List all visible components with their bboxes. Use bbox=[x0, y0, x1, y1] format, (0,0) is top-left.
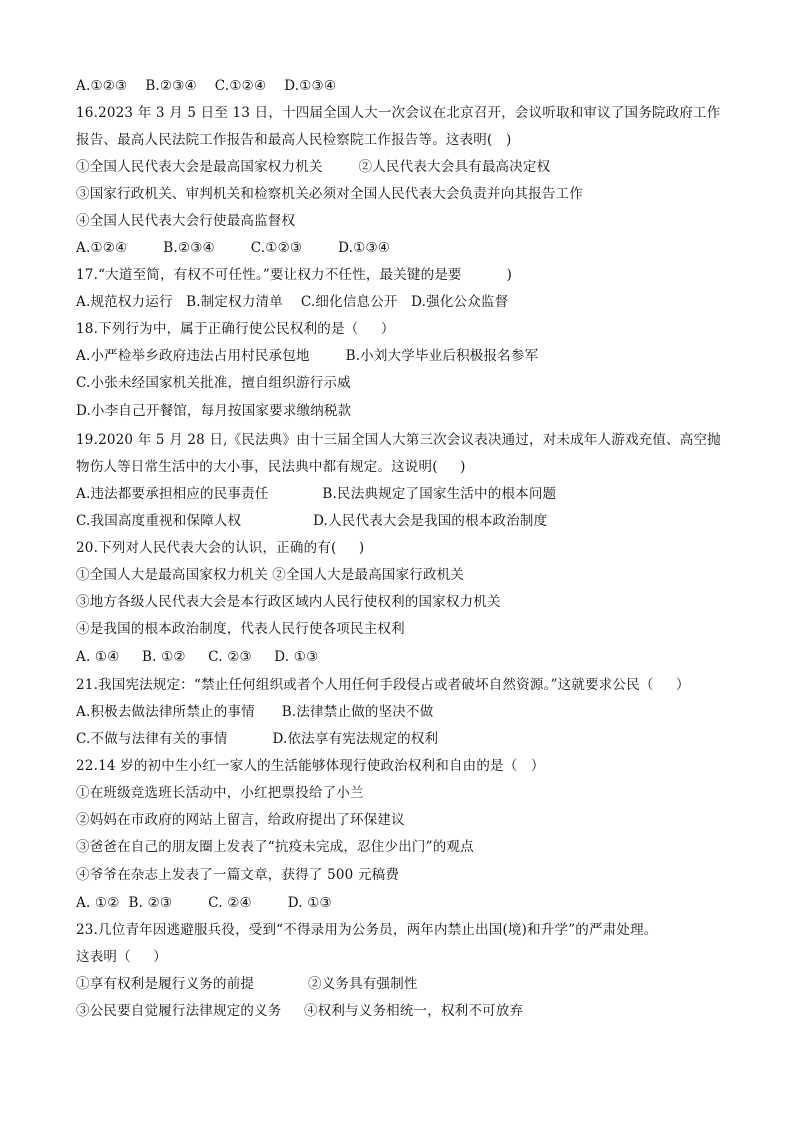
q15-options: A.①②③ B.②③④ C.①②④ D.①③④ bbox=[76, 78, 337, 94]
q22-statement-2: ②妈妈在市政府的网站上留言，给政府提出了环保建议 bbox=[76, 812, 405, 828]
q21-options-c-d: C.不做与法律有关的事情 D.依法享有宪法规定的权利 bbox=[76, 731, 439, 747]
q20-statements-1-2: ①全国人大是最高国家权力机关 ②全国人大是最高国家行政机关 bbox=[76, 567, 465, 583]
q23-stem-line-1: 23.几位青年因逃避服兵役，受到“不得录用为公务员，两年内禁止出国(境)和升学”的严肃处理。 bbox=[76, 922, 658, 938]
q17-options: A.规范权力运行 B.制定权力清单 C.细化信息公开 D.强化公众监督 bbox=[76, 294, 509, 310]
q23-statements-1-2: ①享有权利是履行义务的前提 ②义务具有强制性 bbox=[76, 976, 418, 992]
q16-statements-1-2: ①全国人民代表大会是最高国家权力机关 ②人民代表大会具有最高决定权 bbox=[76, 159, 551, 175]
q18-options-a-b: A.小严检举乡政府违法占用村民承包地 B.小刘大学毕业后积极报名参军 bbox=[76, 348, 539, 364]
q16-stem-line-2: 报告、最高人民法院工作报告和最高人民检察院工作报告等。这表明( ) bbox=[76, 132, 512, 148]
q20-stem: 20.下列对人民代表大会的认识，正确的有( ) bbox=[76, 540, 365, 556]
q23-stem-line-2: 这表明（ ） bbox=[76, 949, 167, 965]
q21-stem: 21.我国宪法规定：“禁止任何组织或者个人用任何手段侵占或者破坏自然资源。”这就要求公民（ ） bbox=[76, 677, 690, 693]
q19-options-a-b: A.违法都要承担相应的民事责任 B.民法典规定了国家生活中的根本问题 bbox=[76, 486, 557, 502]
q16-statement-4: ④全国人民代表大会行使最高监督权 bbox=[76, 213, 296, 229]
q22-statement-3: ③爸爸在自己的朋友圈上发表了“抗疫未完成，忍住少出门”的观点 bbox=[76, 839, 474, 855]
q16-statement-3: ③国家行政机关、审判机关和检察机关必须对全国人民代表大会负责并向其报告工作 bbox=[76, 186, 583, 202]
q19-stem-line-1: 19.2020 年 5 月 28 日,《民法典》由十三届全国人大第三次会议表决通过，对未成年人游戏充值、高空抛 bbox=[76, 432, 721, 448]
q18-stem: 18.下列行为中，属于正确行使公民权利的是（ ） bbox=[76, 321, 395, 337]
q19-stem-line-2: 物伤人等日常生活中的大小事，民法典中都有规定。这说明( ) bbox=[76, 459, 466, 475]
q16-options: A.①②④ B.②③④ C.①②③ D.①③④ bbox=[76, 240, 391, 256]
q18-option-d: D.小李自己开餐馆，每月按国家要求缴纳税款 bbox=[76, 403, 352, 419]
q22-statement-4: ④爷爷在杂志上发表了一篇文章，获得了 500 元稿费 bbox=[76, 867, 400, 883]
q19-options-c-d: C.我国高度重视和保障人权 D.人民代表大会是我国的根本政治制度 bbox=[76, 513, 548, 529]
q22-statement-1: ①在班级竞选班长活动中，小红把票投给了小兰 bbox=[76, 785, 364, 801]
q21-options-a-b: A.积极去做法律所禁止的事情 B.法律禁止做的坚决不做 bbox=[76, 704, 434, 720]
q17-stem: 17.“大道至简，有权不可任性。”要让权力不任性，最关键的是要 ) bbox=[76, 267, 513, 283]
q22-options: A. ①② B. ②③ C. ②④ D. ①③ bbox=[76, 895, 332, 911]
q20-options: A. ①④ B. ①② C. ②③ D. ①③ bbox=[76, 649, 319, 665]
q20-statement-3: ③地方各级人民代表大会是本行政区域内人民行使权利的国家权力机关 bbox=[76, 594, 501, 610]
q20-statement-4: ④是我国的根本政治制度，代表人民行使各项民主权利 bbox=[76, 621, 405, 637]
q22-stem: 22.14 岁的初中生小红一家人的生活能够体现行使政治权利和自由的是（ ） bbox=[76, 758, 545, 774]
q16-stem-line-1: 16.2023 年 3 月 5 日至 13 日，十四届全国人大一次会议在北京召开，会议听取和审议了国务院政府工作 bbox=[76, 105, 721, 121]
q23-statements-3-4: ③公民要自觉履行法律规定的义务 ④权利与义务相统一，权利不可放弃 bbox=[76, 1003, 524, 1019]
q18-option-c: C.小张未经国家机关批准，擅自组织游行示威 bbox=[76, 375, 351, 391]
